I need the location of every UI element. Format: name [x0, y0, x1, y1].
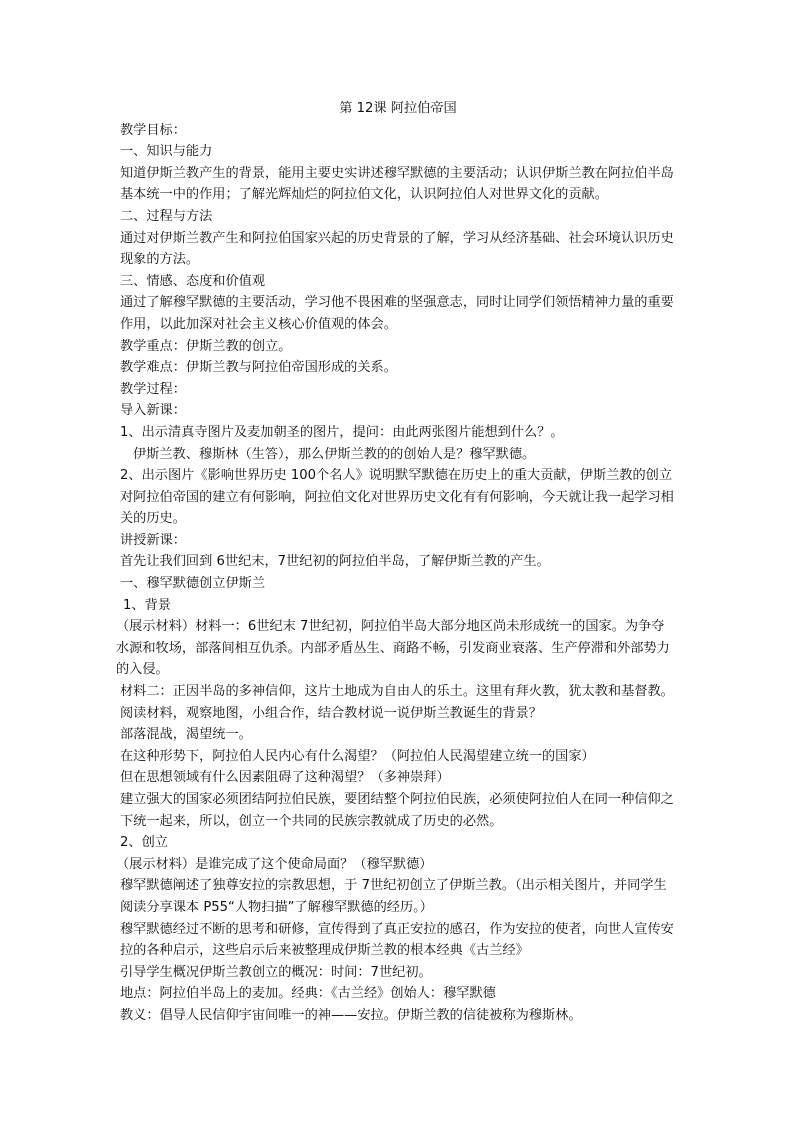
paragraph-question-1: 在这种形势下，阿拉伯人民内心有什么渴望？（阿拉伯人民渴望建立统一的国家）	[120, 748, 595, 764]
paragraph-difficulty: 教学难点：伊斯兰教与阿拉伯帝国形成的关系。	[120, 360, 397, 376]
paragraph-summary-time: 引导学生概况伊斯兰教创立的概况：时间：7世纪初。	[120, 964, 432, 980]
paragraph-intro-2: 2、出示图片《影响世界历史 100个名人》说明默罕默德在历史上的重大贡献，伊斯兰教的创立对阿拉伯帝国的建立有何影响，阿拉伯文化对世界历史文化有有何影响，今天就让我一起学习相关的历史。	[120, 468, 674, 527]
document-page	[116, 98, 676, 1027]
paragraph-question-2: 但在思想领域有什么因素阻碍了这种渴望？（多神崇拜）	[120, 770, 450, 786]
paragraph-values-heading: 三、情感、态度和价值观	[120, 273, 266, 289]
paragraph-values-body: 通过了解穆罕默德的主要活动，学习他不畏困难的坚强意志，同时让同学们领悟精神力量的重要作用，以此加深对社会主义核心价值观的体会。	[120, 295, 674, 332]
paragraph-lecture-intro: 首先让我们回到 6世纪末，7世纪初的阿拉伯半岛，了解伊斯兰教的产生。	[120, 554, 550, 570]
paragraph-process: 教学过程：	[120, 381, 186, 397]
paragraph-knowledge-heading: 一、知识与能力	[120, 144, 213, 160]
paragraph-creation-1: 穆罕默德阐述了独尊安拉的宗教思想，于 7世纪初创立了伊斯兰教。（出示相关图片，并同学生阅读分享课本 P55“人物扫描”了解穆罕默德的经历。）	[120, 878, 667, 915]
paragraph-key-point: 教学重点：伊斯兰教的创立。	[120, 338, 292, 354]
paragraph-intro-1: 1、出示清真寺图片及麦加朝圣的图片，提问：由此两张图片能想到什么？。	[120, 424, 564, 440]
paragraph-intro-answer: 伊斯兰教、穆斯林（生答），那么伊斯兰教的的创始人是？穆罕默德。	[133, 446, 536, 462]
paragraph-task: 阅读材料，观察地图，小组合作，结合教材说一说伊斯兰教诞生的背景？	[120, 705, 542, 721]
subsection-creation: 2、创立	[120, 835, 168, 851]
paragraph-answer-1: 部落混战，渴望统一。	[120, 727, 252, 743]
section-heading-founding: 一、穆罕默德创立伊斯兰	[120, 576, 266, 592]
paragraph-lecture-heading: 讲授新课：	[120, 532, 186, 548]
paragraph-necessity: 建立强大的国家必须团结阿拉伯民族，要团结整个阿拉伯民族，必须使阿拉伯人在同一种信仰之下统一起来，所以，创立一个共同的民族宗教就成了历史的必然。	[120, 792, 674, 829]
paragraph-creation-2: 穆罕默德经过不断的思考和研修，宣传得到了真正安拉的感召，作为安拉的使者，向世人宣传安拉的各种启示，这些启示后来被整理成伊斯兰教的根本经典《古兰经》	[120, 921, 674, 959]
paragraph-summary-place: 地点：阿拉伯半岛上的麦加。经典：《古兰经》创始人：穆罕默德	[120, 986, 496, 1002]
paragraph-material-2: 材料二：正因半岛的多神信仰，这片土地成为自由人的乐土。这里有拜火教，犹太教和基督教。	[120, 684, 674, 700]
document-title: 第 12课 阿拉伯帝国	[339, 101, 457, 116]
paragraph-teaching-goals: 教学目标：	[120, 122, 186, 138]
paragraph-intro-heading: 导入新课：	[120, 403, 186, 419]
paragraph-summary-doctrine: 教义：倡导人民信仰宇宙间唯一的神——安拉。伊斯兰教的信徒被称为穆斯林。	[120, 1007, 582, 1023]
paragraph-material-1: （展示材料）材料一：6世纪末 7世纪初，阿拉伯半岛大部分地区尚未形成统一的国家。为争夺水源和牧场，部落间相互仇杀。内部矛盾丛生、商路不畅，引发商业衰落、生产停滞和外部势力的入侵。	[116, 619, 670, 678]
paragraph-knowledge-body: 知道伊斯兰教产生的背景，能用主要史实讲述穆罕默德的主要活动；认识伊斯兰教在阿拉伯半岛基本统一中的作用；了解光辉灿烂的阿拉伯文化，认识阿拉伯人对世界文化的贡献。	[120, 165, 674, 203]
paragraph-material-3: （展示材料）是谁完成了这个使命局面？（穆罕默德）	[116, 856, 433, 872]
paragraph-process-heading: 二、过程与方法	[120, 208, 213, 224]
subsection-background: 1、背景	[123, 597, 171, 613]
paragraph-process-body: 通过对伊斯兰教产生和阿拉伯国家兴起的历史背景的了解，学习从经济基础、社会环境认识历史现象的方法。	[120, 230, 674, 268]
